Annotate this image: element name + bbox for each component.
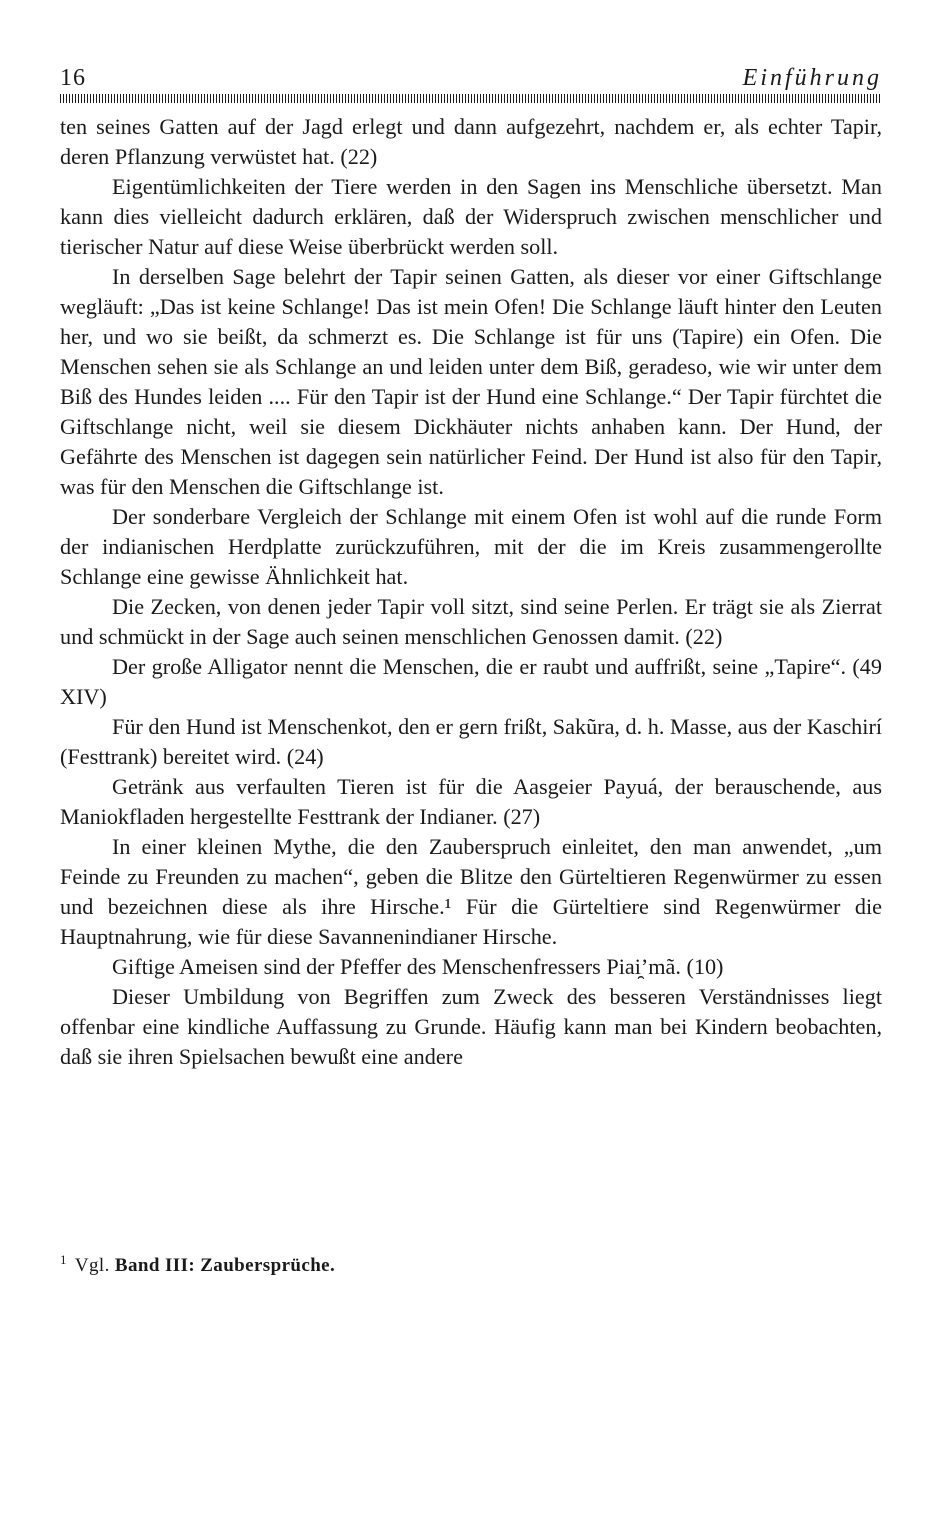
body-text xyxy=(60,112,882,1072)
footnote-reference: Band III: Zaubersprüche. xyxy=(114,1255,336,1276)
paragraph-4: Der sonderbare Vergleich der Schlange mit einem Ofen ist wohl auf die runde Form der indianischen Herdplatte zurückzuführen, mit der die im Kreis zusammengerollte Schlange eine gewisse Ähnlichkeit hat. xyxy=(60,504,882,589)
paragraph-7: Für den Hund ist Menschenkot, den er gern frißt, Sakũra, d. h. Masse, aus der Kaschirí (Festtrank) bereitet wird. (24) xyxy=(60,714,882,769)
paragraph-1: ten seines Gatten auf der Jagd erlegt und dann aufgezehrt, nachdem er, als echter Tapir, deren Pflanzung verwüstet hat. (22) xyxy=(60,114,882,169)
paragraph-5: Die Zecken, von denen jeder Tapir voll sitzt, sind seine Perlen. Er trägt sie als Zierrat und schmückt in der Sage auch seinen menschlichen Genossen damit. (22) xyxy=(60,594,882,649)
page-number: 16 xyxy=(60,65,86,91)
paragraph-3: In derselben Sage belehrt der Tapir seinen Gatten, als dieser vor einer Giftschlange wegläuft: „Das ist keine Schlange! Das ist mein Ofen! Die Schlange läuft hinter den Leuten her, und wo sie beißt, da schmerzt es. Die Schlange ist für uns (Tapire) ein Ofen. Die Menschen sehen sie als Schlange an und leiden unter dem Biß, geradeso, wie wir unter dem Biß des Hundes leiden .... Für den Tapir ist der Hund eine Schlange.“ Der Tapir fürchtet die Giftschlange nicht, weil sie diesem Dickhäuter nichts anhaben kann. Der Hund, der Gefährte des Menschen ist dagegen sein natürlicher Feind. Der Hund ist also für den Tapir, was für den Menschen die Giftschlange ist. xyxy=(60,264,882,499)
footnote xyxy=(60,1251,882,1278)
header-rule xyxy=(60,94,882,103)
paragraph-11: Dieser Umbildung von Begriffen zum Zweck des besseren Verständnisses liegt offenbar eine kindliche Auffassung zu Grunde. Häufig kann man bei Kindern beobachten, daß sie ihren Spielsachen bewußt eine andere xyxy=(60,984,882,1069)
paragraph-6: Der große Alligator nennt die Menschen, die er raubt und auffrißt, seine „Tapire“. (49 XIV) xyxy=(60,654,882,709)
footnote-prefix: Vgl. xyxy=(74,1255,110,1276)
footnote-mark: 1 xyxy=(60,1251,67,1267)
paragraph-9: In einer kleinen Mythe, die den Zauberspruch einleitet, den man anwendet, „um Feinde zu Freunden zu machen“, geben die Blitze den Gürteltieren Regenwürmer zu essen und bezeichnen diese als ihre Hirsche.¹ Für die Gürteltiere sind Regenwürmer die Hauptnahrung, wie für diese Savannenindianer Hirsche. xyxy=(60,834,882,949)
paragraph-2: Eigentümlichkeiten der Tiere werden in den Sagen ins Menschliche übersetzt. Man kann dies vielleicht dadurch erklären, daß der Widerspruch zwischen menschlicher und tierischer Natur auf diese Weise überbrückt werden soll. xyxy=(60,174,882,259)
running-head: Einführung xyxy=(742,65,882,91)
paragraph-10: Giftige Ameisen sind der Pfeffer des Menschenfressers Piai̯’mã. (10) xyxy=(112,954,724,979)
paragraph-8: Getränk aus verfaulten Tieren ist für die Aasgeier Payuá, der berauschende, aus Maniokfladen hergestellte Festtrank der Indianer. (27) xyxy=(60,774,882,829)
